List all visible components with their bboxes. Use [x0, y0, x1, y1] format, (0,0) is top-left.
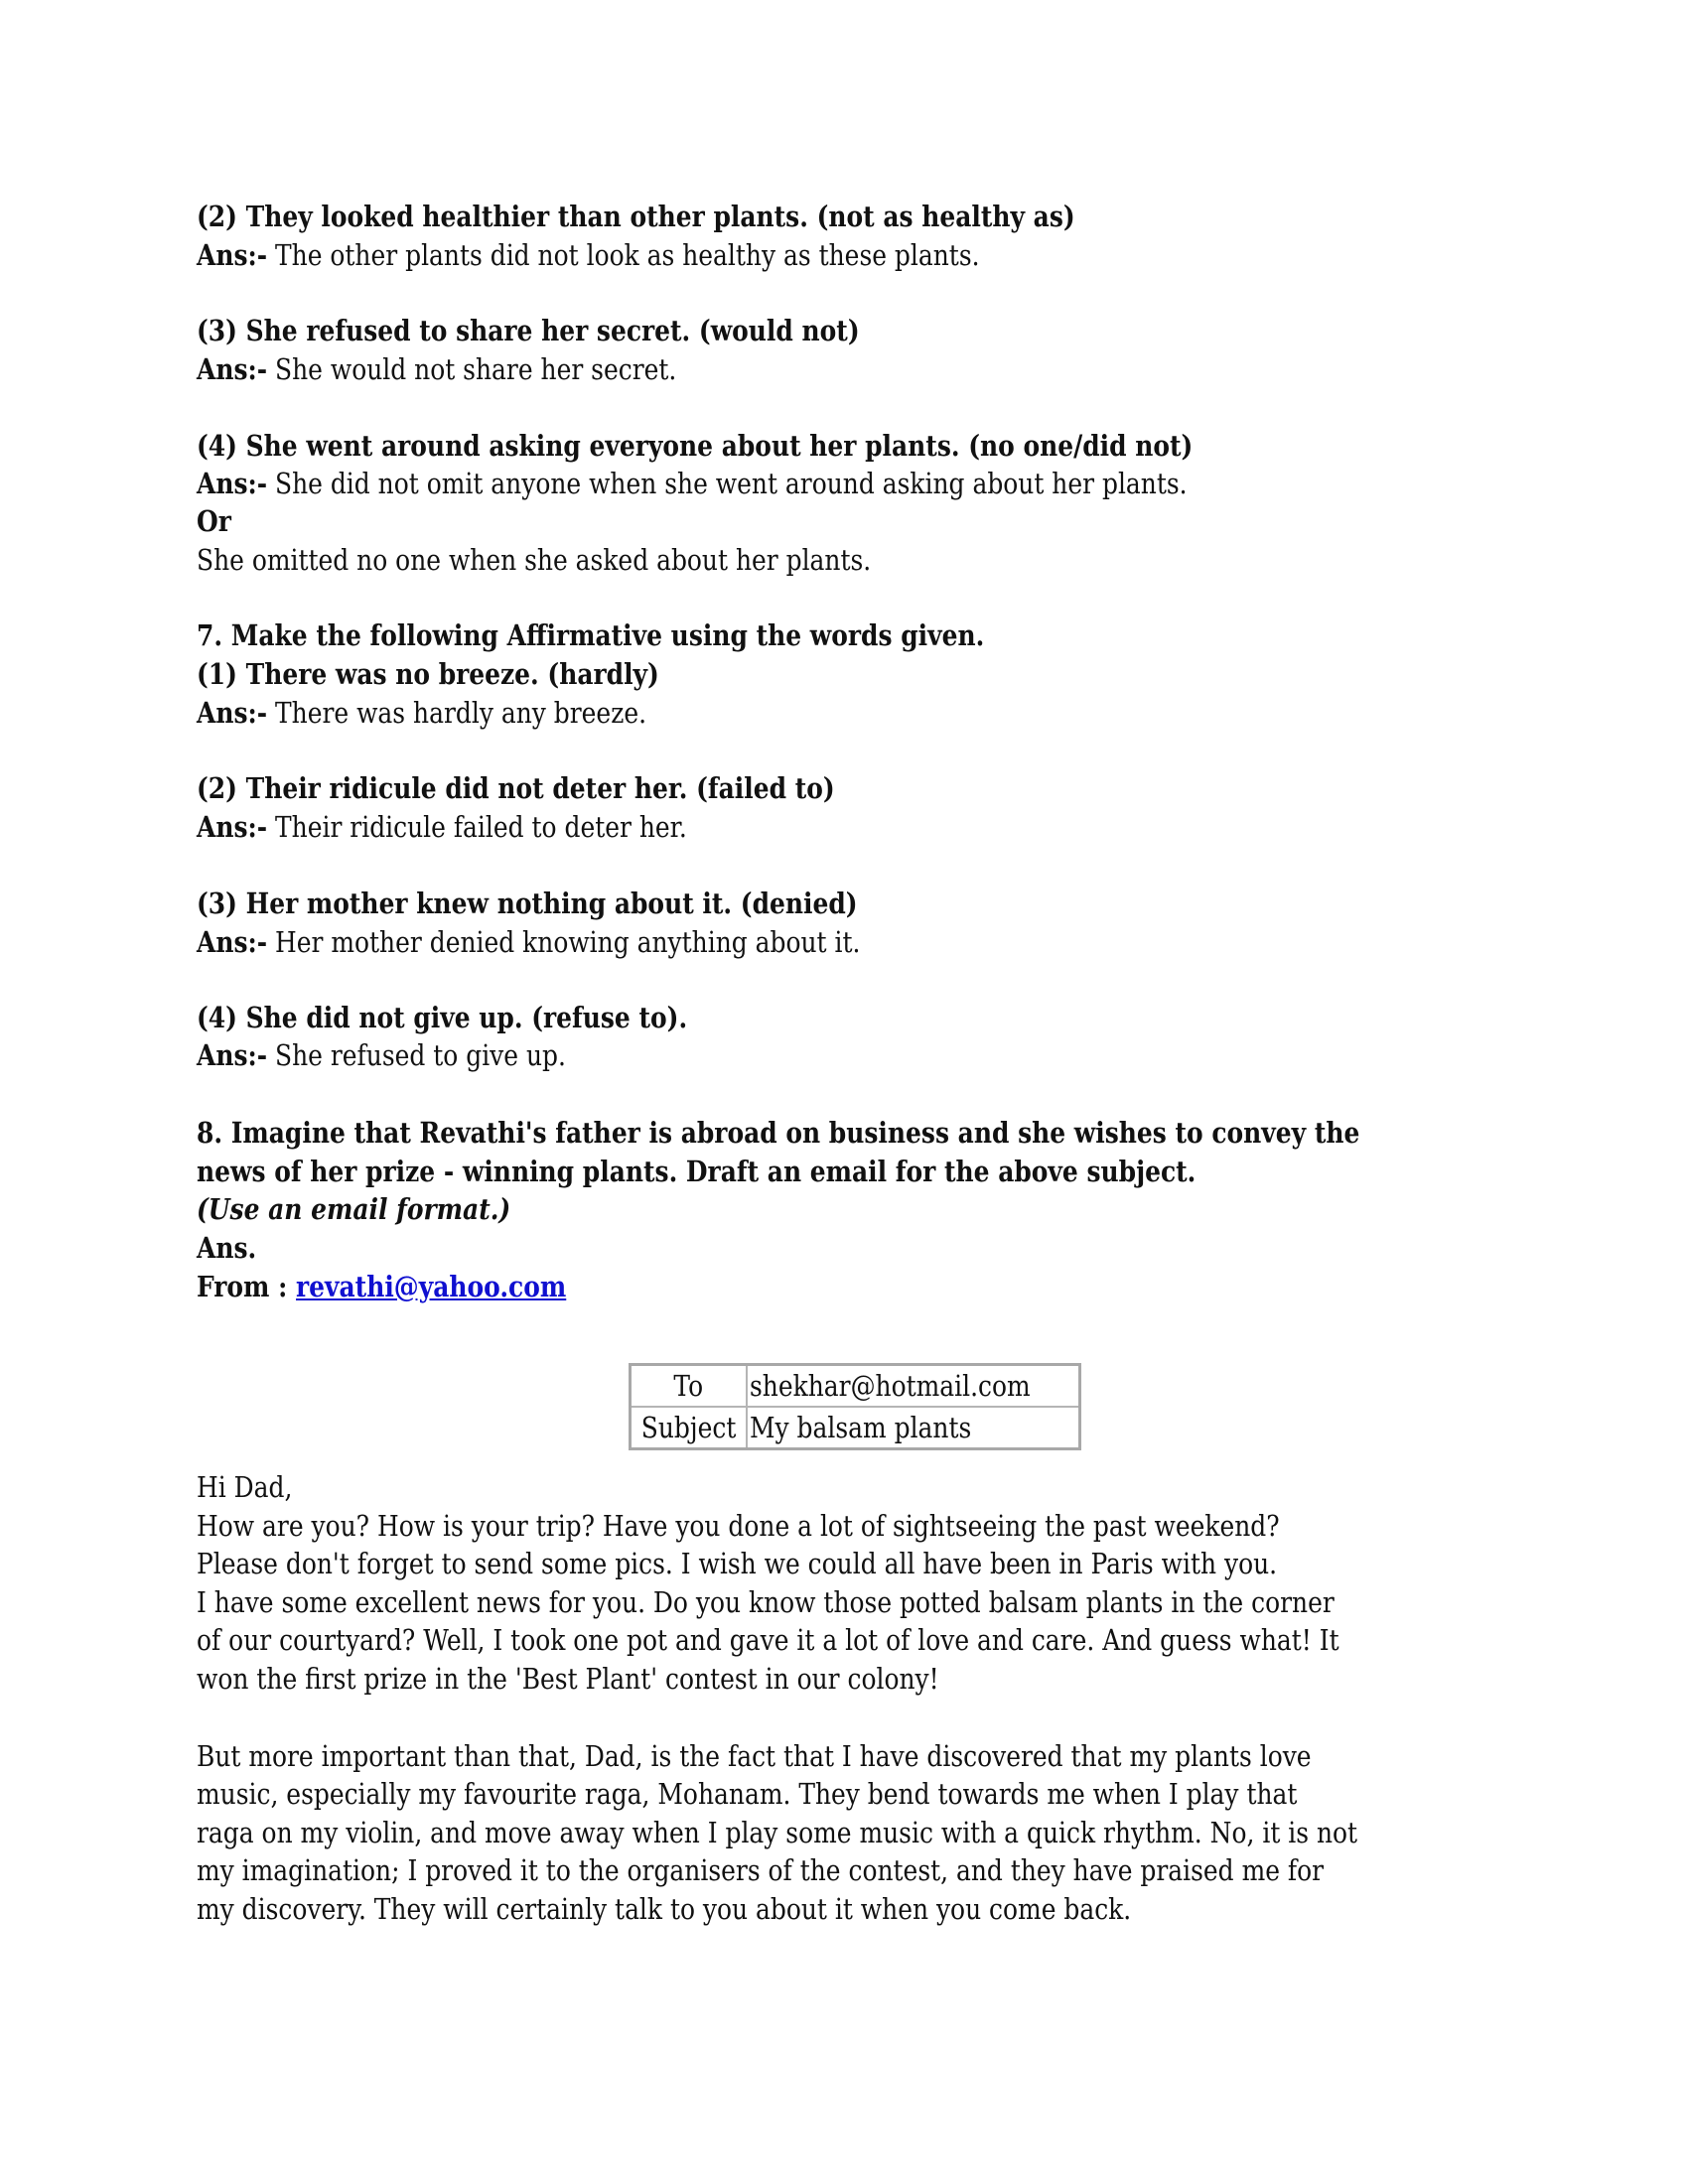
ans-label: Ans:- — [197, 810, 268, 844]
to-key-cell — [631, 1365, 748, 1408]
answer-text: The other plants did not look as healthy as these plants. — [267, 238, 980, 272]
q7-item-1-question: (1) There was no breeze. (hardly) — [197, 657, 659, 691]
para1-line-3: I have some excellent news for you. Do you know those potted balsam plants in the corner — [197, 1585, 1335, 1619]
to-value: shekhar@hotmail.com — [750, 1369, 1031, 1403]
q8-title-line-1: 8. Imagine that Revathi's father is abroad on business and she wishes to convey the — [197, 1116, 1360, 1150]
to-key: To — [673, 1369, 704, 1403]
answer-text: There was hardly any breeze. — [267, 696, 647, 730]
q6-item-2-answer — [197, 236, 980, 274]
q8-ans-label: Ans. — [197, 1231, 257, 1265]
q7-item-2-answer — [197, 808, 687, 846]
email-header-table — [629, 1363, 1081, 1450]
q6-item-4-alt-answer: She omitted no one when she asked about her plants. — [197, 543, 872, 577]
q6-item-4-question: (4) She went around asking everyone about her plants. (no one/did not) — [197, 429, 1194, 463]
subject-value-cell — [747, 1407, 1079, 1449]
q7-title: 7. Make the following Affirmative using the words given. — [197, 618, 985, 652]
or-label: Or — [197, 504, 231, 538]
q8-title-line-2: news of her prize - winning plants. Draft an email for the above subject. — [197, 1155, 1196, 1188]
para1-line-4: of our courtyard? Well, I took one pot and gave it a lot of love and care. And guess what! It — [197, 1623, 1339, 1657]
ans-label: Ans:- — [197, 352, 268, 386]
answer-text: She did not omit anyone when she went around asking about her plants. — [267, 467, 1188, 500]
para2-line-4: my imagination; I proved it to the organisers of the contest, and they have praised me for — [197, 1853, 1325, 1887]
subject-value: My balsam plants — [750, 1411, 972, 1444]
ans-label: Ans:- — [197, 467, 268, 500]
answer-text: Her mother denied knowing anything about it. — [267, 925, 861, 959]
para1-line-1: How are you? How is your trip? Have you done a lot of sightseeing the past weekend? — [197, 1509, 1280, 1543]
para2-line-2: music, especially my favourite raga, Mohanam. They bend towards me when I play that — [197, 1777, 1298, 1811]
q6-item-4-answer — [197, 465, 1188, 502]
q7-item-1-answer — [197, 694, 646, 732]
para1-line-5: won the first prize in the 'Best Plant' contest in our colony! — [197, 1662, 939, 1696]
q7-item-4-answer — [197, 1036, 566, 1074]
ans-label: Ans:- — [197, 925, 268, 959]
ans-label: Ans:- — [197, 1038, 268, 1072]
q7-item-2-question: (2) Their ridicule did not deter her. (failed to) — [197, 771, 835, 805]
q6-item-3-answer — [197, 350, 676, 388]
answer-text: She refused to give up. — [267, 1038, 566, 1072]
to-value-cell — [747, 1365, 1079, 1408]
q7-item-3-answer — [197, 923, 860, 961]
from-email-link[interactable]: revathi@yahoo.com — [296, 1270, 567, 1303]
table-row-to — [631, 1365, 1080, 1408]
ans-label: Ans:- — [197, 238, 268, 272]
q7-item-4-question: (4) She did not give up. (refuse to). — [197, 1001, 688, 1034]
q7-item-3-question: (3) Her mother knew nothing about it. (denied) — [197, 887, 858, 920]
q8-instruction: (Use an email format.) — [197, 1192, 511, 1226]
para2-line-3: raga on my violin, and move away when I play some music with a quick rhythm. No, it is not — [197, 1816, 1358, 1849]
para2-line-1: But more important than that, Dad, is the fact that I have discovered that my plants love — [197, 1739, 1312, 1773]
email-greeting: Hi Dad, — [197, 1470, 293, 1504]
from-line — [197, 1268, 566, 1305]
answer-text: Their ridicule failed to deter her. — [267, 810, 687, 844]
para2-line-5: my discovery. They will certainly talk to you about it when you come back. — [197, 1892, 1132, 1926]
para1-line-2: Please don't forget to send some pics. I wish we could all have been in Paris with you. — [197, 1547, 1278, 1580]
q6-item-2-question: (2) They looked healthier than other plants. (not as healthy as) — [197, 200, 1075, 233]
subject-key-cell — [631, 1407, 748, 1449]
ans-label: Ans:- — [197, 696, 268, 730]
q6-item-3-question: (3) She refused to share her secret. (would not) — [197, 314, 860, 347]
subject-key: Subject — [640, 1411, 737, 1444]
table-row-subject — [631, 1407, 1080, 1449]
from-label: From : — [197, 1270, 297, 1303]
answer-text: She would not share her secret. — [267, 352, 677, 386]
